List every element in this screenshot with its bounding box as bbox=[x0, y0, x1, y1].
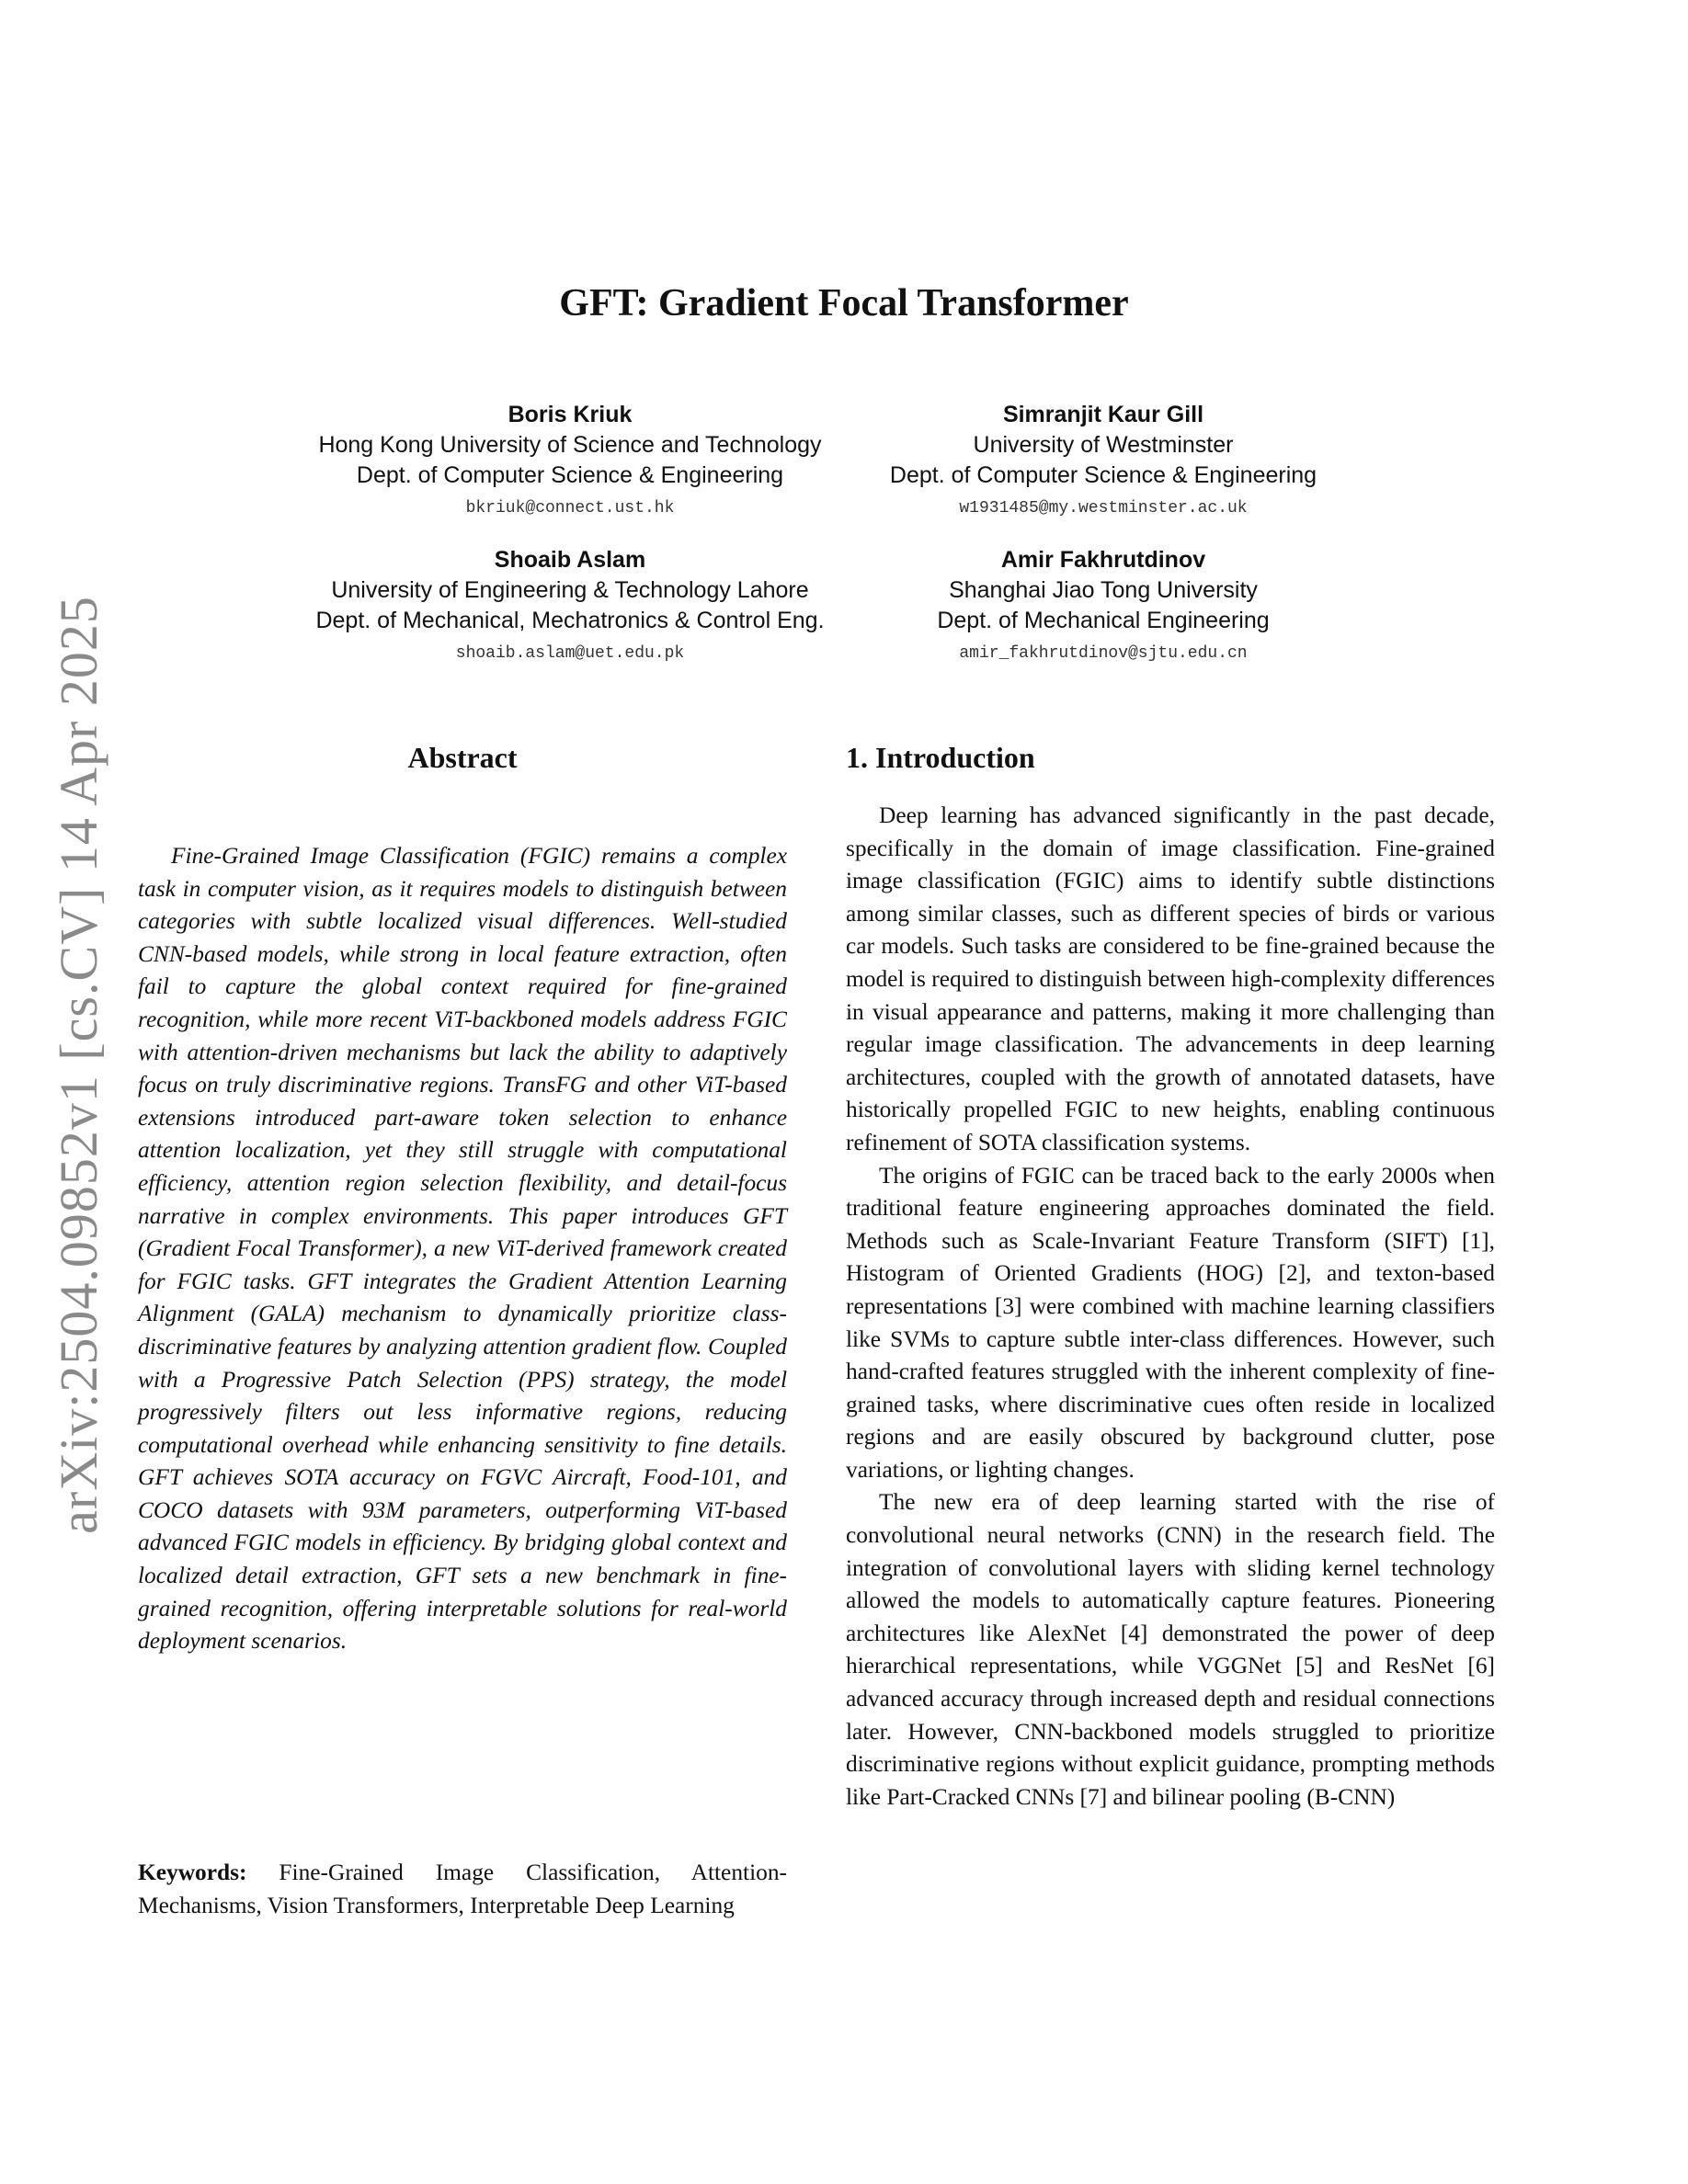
introduction-heading: 1. Introduction bbox=[846, 741, 1035, 774]
author-name: Amir Fakhrutdinov bbox=[1000, 547, 1206, 573]
author-email[interactable]: bkriuk@connect.ust.hk bbox=[465, 499, 675, 518]
author-affiliation: Shanghai Jiao Tong University bbox=[949, 577, 1258, 603]
introduction-paragraph: The origins of FGIC can be traced back to the early 2000s when traditional feature engineering approaches dominated the field. Methods such as Scale-Invariant Feature Transform (SIFT) [1], Histogram of Oriented Gradients (HOG) [2], and texton-based representations [3] were combined with machine learning classifiers like SVMs to capture subtle inter-class differences. However, such hand-crafted features struggled with the inherent complexity of fine-grained tasks, where discriminative cues often reside in localized regions and are easily obscured by background clutter, pose variations, or lighting changes. bbox=[846, 1162, 1495, 1483]
abstract-heading: Abstract bbox=[407, 741, 518, 774]
introduction-body bbox=[846, 800, 1495, 1814]
author-email[interactable]: w1931485@my.westminster.ac.uk bbox=[959, 499, 1248, 518]
keywords-label: Keywords: bbox=[138, 1860, 247, 1885]
author-name: Simranjit Kaur Gill bbox=[1002, 402, 1204, 427]
author-email[interactable]: amir_fakhrutdinov@sjtu.edu.cn bbox=[959, 644, 1248, 663]
paper-title: GFT: Gradient Focal Transformer bbox=[559, 282, 1129, 324]
author-affiliation: Hong Kong University of Science and Technology bbox=[318, 432, 822, 458]
author-name: Shoaib Aslam bbox=[494, 547, 646, 573]
author-affiliation: University of Engineering & Technology Lahore bbox=[331, 577, 809, 603]
author-department: Dept. of Mechanical, Mechatronics & Control Eng. bbox=[315, 608, 825, 633]
introduction-paragraph: The new era of deep learning started with the rise of convolutional neural networks (CNN) in the research field. The integration of convolutional layers with sliding kernel technology allowed the models to automatically capture features. Pioneering architectures like AlexNet [4] demonstrated the power of deep hierarchical representations, while VGGNet [5] and ResNet [6] advanced accuracy through increased depth and residual connections later. However, CNN-backboned models struggled to prioritize discriminative regions without explicit guidance, prompting methods like Part-Cracked CNNs [7] and bilinear pooling (B-CNN) bbox=[846, 1489, 1495, 1810]
author-block bbox=[276, 544, 864, 667]
abstract-text: Fine-Grained Image Classification (FGIC) remains a complex task in computer vision, as it requires models to distinguish between categories with subtle localized visual differences. Well-studied CNN-based models, while strong in local feature extraction, often fail to capture the global context required for fine-grained recognition, while more recent ViT-backboned models address FGIC with attention-driven mechanisms but lack the ability to adaptively focus on truly discriminative regions. TransFG and other ViT-based extensions introduced part-aware token selection to enhance attention localization, yet they still struggle with computational efficiency, attention region selection flexibility, and detail-focus narrative in complex environments. This paper introduces GFT (Gradient Focal Transformer), a new ViT-derived framework created for FGIC tasks. GFT integrates the Gradient Attention Learning Alignment (GALA) mechanism to dynamically prioritize class-discriminative features by analyzing attention gradient flow. Coupled with a Progressive Patch Selection (PPS) strategy, the model progressively filters out less informative regions, reducing computational overhead while enhancing sensitivity to fine details. GFT achieves SOTA accuracy on FGVC Aircraft, Food-101, and COCO datasets with 93M parameters, outperforming ViT-based advanced FGIC models in efficiency. By bridging global context and localized detail extraction, GFT sets a new benchmark in fine-grained recognition, offering interpretable solutions for real-world deployment scenarios. bbox=[138, 843, 787, 1655]
author-block bbox=[809, 399, 1397, 522]
author-affiliation: University of Westminster bbox=[973, 432, 1234, 458]
author-department: Dept. of Computer Science & Engineering bbox=[889, 462, 1317, 488]
arxiv-identifier bbox=[48, 577, 108, 1552]
arxiv-identifier-text: arXiv:2504.09852v1 [cs.CV] 14 Apr 2025 bbox=[48, 595, 108, 1534]
keywords bbox=[138, 1857, 787, 1922]
author-block bbox=[276, 399, 864, 522]
author-block bbox=[809, 544, 1397, 667]
author-email[interactable]: shoaib.aslam@uet.edu.pk bbox=[455, 644, 685, 663]
author-name: Boris Kriuk bbox=[508, 402, 633, 427]
introduction-paragraph: Deep learning has advanced significantly in the past decade, specifically in the domain of image classification. Fine-grained image classification (FGIC) aims to identify subtle distinctions among similar classes, such as different species of birds or various car models. Such tasks are considered to be fine-grained because the model is required to distinguish between high-complexity differences in visual appearance and patterns, making it more challenging than regular image classification. The advancements in deep learning architectures, coupled with the growth of annotated datasets, have historically propelled FGIC to new heights, enabling continuous refinement of SOTA classification systems. bbox=[846, 802, 1495, 1155]
author-department: Dept. of Mechanical Engineering bbox=[937, 608, 1270, 633]
author-department: Dept. of Computer Science & Engineering bbox=[356, 462, 784, 488]
keywords-text: Fine-Grained Image Classification, Attention-Mechanisms, Vision Transformers, Interpretable Deep Learning bbox=[138, 1860, 787, 1918]
